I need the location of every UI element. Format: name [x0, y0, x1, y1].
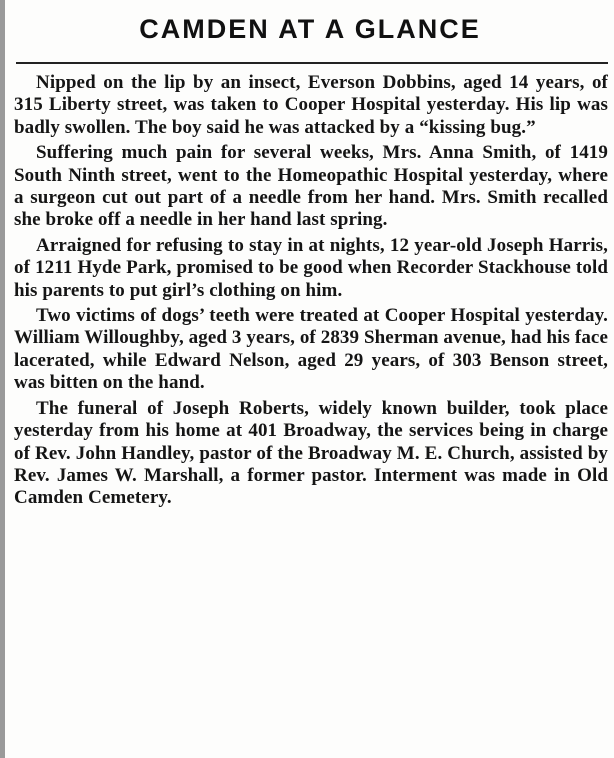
paragraph-dog-bites: Two victims of dogs’ teeth were treated at Cooper Hospital yesterday. William Willoughby, aged 3 years, of 2839 Sherman avenue, had his face lacerated, while Edward Nelson, aged 29 years, of 303 Benson street, was bitten on the hand. [14, 305, 608, 394]
paragraph-funeral: The funeral of Joseph Roberts, widely known builder, took place yesterday from his home at 401 Broadway, the services being in charge of Rev. John Handley, pastor of the Broadway M. E. Church, assisted by Rev. James W. Marshall, a former pastor. Interment was made in Old Camden Cemetery. [14, 397, 608, 509]
paragraph-arraigned: Arraigned for refusing to stay in at nights, 12 year-old Joseph Harris, of 1211 Hyde Park, promised to be good when Recorder Stackhouse told his parents to put girl’s clothing on him. [14, 234, 608, 301]
headline: CAMDEN AT A GLANCE [139, 14, 481, 44]
page-edge [0, 0, 5, 758]
article-body [14, 72, 608, 513]
headline-rule [16, 62, 608, 64]
paragraph-needle: Suffering much pain for several weeks, Mrs. Anna Smith, of 1419 South Ninth street, went to the Homeopathic Hospital yesterday, where a surgeon cut out part of a needle from her hand. Mrs. Smith recalled she broke off a needle in her hand last spring. [14, 142, 608, 231]
paragraph-insect-bite: Nipped on the lip by an insect, Everson Dobbins, aged 14 years, of 315 Liberty street, was taken to Cooper Hospital yesterday. His lip was badly swollen. The boy said he was attacked by a “kissing bug.” [14, 72, 608, 138]
